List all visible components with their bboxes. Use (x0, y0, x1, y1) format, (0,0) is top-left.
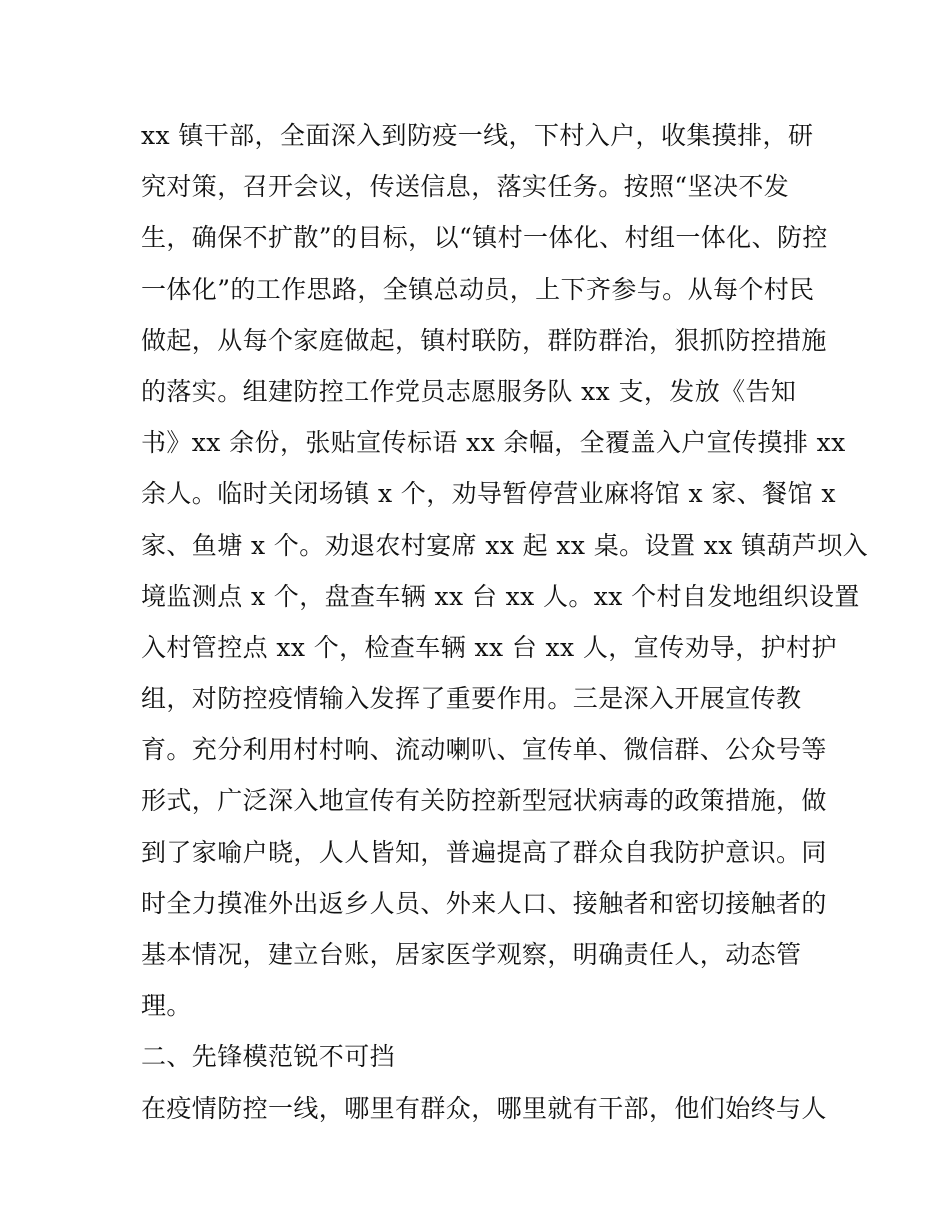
text-line: 的落实。组建防控工作党员志愿服务队 xx 支，发放《告知 (141, 376, 797, 406)
text-line: 余人。临时关闭场镇 x 个，劝导暂停营业麻将馆 x 家、餐馆 x (141, 479, 836, 509)
text-line: 到了家喻户晓，人人皆知，普遍提高了群众自我防护意识。同 (141, 837, 827, 867)
text-line: 时全力摸准外出返乡人员、外来人口、接触者和密切接触者的 (141, 888, 827, 918)
text-line: 一体化”的工作思路，全镇总动员，上下齐参与。从每个村民 (141, 274, 815, 304)
text-line: 在疫情防控一线，哪里有群众，哪里就有干部，他们始终与人 (141, 1093, 827, 1123)
text-line: xx 镇干部，全面深入到防疫一线，下村入户，收集摸排，研 (141, 121, 814, 150)
text-line: 理。 (141, 991, 192, 1021)
text-line: 组，对防控疫情输入发挥了重要作用。三是深入开展宣传教 (141, 684, 802, 714)
text-line: 究对策，召开会议，传送信息，落实任务。按照“坚决不发 (141, 172, 790, 202)
text-line: 境监测点 x 个，盘查车辆 xx 台 xx 人。xx 个村自发地组织设置 (141, 581, 860, 611)
body-text (141, 110, 869, 1134)
text-line: 做起，从每个家庭做起，镇村联防，群防群治，狠抓防控措施 (141, 325, 827, 355)
text-line: 入村管控点 xx 个，检查车辆 xx 台 xx 人，宣传劝导，护村护 (141, 632, 837, 662)
text-line: 形式，广泛深入地宣传有关防控新型冠状病毒的政策措施，做 (141, 786, 827, 816)
text-line: 基本情况，建立台账，居家医学观察，明确责任人，动态管 (141, 940, 802, 969)
text-line: 育。充分利用村村响、流动喇叭、宣传单、微信群、公众号等 (141, 735, 827, 765)
text-line: 家、鱼塘 x 个。劝退农村宴席 xx 起 xx 桌。设置 xx 镇葫芦坝入 (141, 530, 869, 560)
section-heading: 二、先锋模范锐不可挡 (141, 1042, 396, 1072)
text-line: 书》xx 余份，张贴宣传标语 xx 余幅，全覆盖入户宣传摸排 xx (141, 428, 846, 458)
text-line: 生，确保不扩散”的目标，以“镇村一体化、村组一体化、防控 (141, 223, 828, 253)
